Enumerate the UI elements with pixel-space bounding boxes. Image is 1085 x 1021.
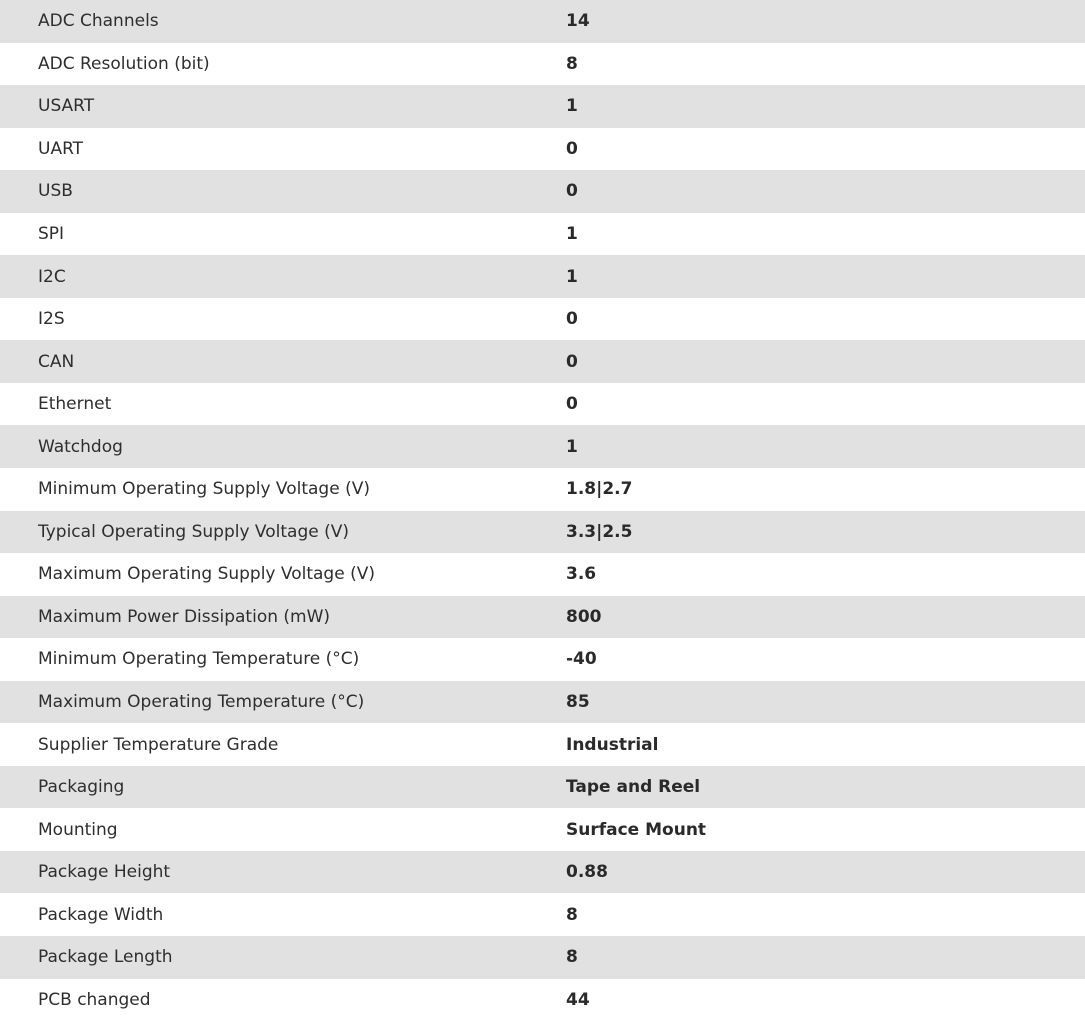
spec-row-usart [0, 85, 1085, 128]
spec-label: Typical Operating Supply Voltage (V) [0, 511, 528, 554]
spec-label: Package Length [0, 936, 528, 979]
spec-value: 3.6 [528, 553, 1085, 596]
spec-label: ADC Resolution (bit) [0, 43, 528, 86]
spec-label: Mounting [0, 808, 528, 851]
spec-value: 1 [528, 255, 1085, 298]
spec-value: 8 [528, 893, 1085, 936]
spec-value: 8 [528, 936, 1085, 979]
spec-value: 1.8|2.7 [528, 468, 1085, 511]
spec-value: 1 [528, 213, 1085, 256]
spec-row-package-width [0, 893, 1085, 936]
spec-label: USART [0, 85, 528, 128]
spec-label: USB [0, 170, 528, 213]
spec-row-i2s [0, 298, 1085, 341]
spec-row-adc-resolution [0, 43, 1085, 86]
spec-label: I2S [0, 298, 528, 341]
spec-row-usb [0, 170, 1085, 213]
spec-row-temp-grade [0, 723, 1085, 766]
spec-label: Maximum Operating Supply Voltage (V) [0, 553, 528, 596]
spec-value: Industrial [528, 723, 1085, 766]
spec-row-max-power-dissipation [0, 596, 1085, 639]
spec-label: Minimum Operating Temperature (°C) [0, 638, 528, 681]
spec-label: Maximum Operating Temperature (°C) [0, 681, 528, 724]
spec-row-uart [0, 128, 1085, 171]
spec-row-packaging [0, 766, 1085, 809]
spec-label: SPI [0, 213, 528, 256]
spec-label: Package Height [0, 851, 528, 894]
spec-row-adc-channels [0, 0, 1085, 43]
spec-row-max-supply-voltage [0, 553, 1085, 596]
spec-row-i2c [0, 255, 1085, 298]
spec-value: 0 [528, 128, 1085, 171]
spec-label: Maximum Power Dissipation (mW) [0, 596, 528, 639]
spec-label: I2C [0, 255, 528, 298]
spec-value: Surface Mount [528, 808, 1085, 851]
spec-row-package-length [0, 936, 1085, 979]
spec-row-min-operating-temp [0, 638, 1085, 681]
spec-row-pcb-changed [0, 979, 1085, 1021]
spec-label: Packaging [0, 766, 528, 809]
spec-value: 8 [528, 43, 1085, 86]
spec-label: Minimum Operating Supply Voltage (V) [0, 468, 528, 511]
spec-row-min-supply-voltage [0, 468, 1085, 511]
spec-label: Package Width [0, 893, 528, 936]
spec-value: 1 [528, 85, 1085, 128]
spec-value: 14 [528, 0, 1085, 43]
spec-row-mounting [0, 808, 1085, 851]
spec-label: Ethernet [0, 383, 528, 426]
spec-label: PCB changed [0, 979, 528, 1021]
spec-value: 85 [528, 681, 1085, 724]
spec-label: CAN [0, 340, 528, 383]
spec-value: 1 [528, 425, 1085, 468]
spec-row-ethernet [0, 383, 1085, 426]
spec-row-can [0, 340, 1085, 383]
spec-row-max-operating-temp [0, 681, 1085, 724]
spec-value: 44 [528, 979, 1085, 1021]
spec-value: -40 [528, 638, 1085, 681]
spec-value: 0.88 [528, 851, 1085, 894]
spec-value: 0 [528, 383, 1085, 426]
spec-value: 0 [528, 340, 1085, 383]
spec-label: UART [0, 128, 528, 171]
spec-value: 3.3|2.5 [528, 511, 1085, 554]
spec-value: 0 [528, 298, 1085, 341]
spec-value: 0 [528, 170, 1085, 213]
spec-label: Watchdog [0, 425, 528, 468]
spec-label: ADC Channels [0, 0, 528, 43]
spec-label: Supplier Temperature Grade [0, 723, 528, 766]
spec-value: Tape and Reel [528, 766, 1085, 809]
spec-row-spi [0, 213, 1085, 256]
spec-row-package-height [0, 851, 1085, 894]
spec-row-typ-supply-voltage [0, 511, 1085, 554]
spec-row-watchdog [0, 425, 1085, 468]
spec-value: 800 [528, 596, 1085, 639]
